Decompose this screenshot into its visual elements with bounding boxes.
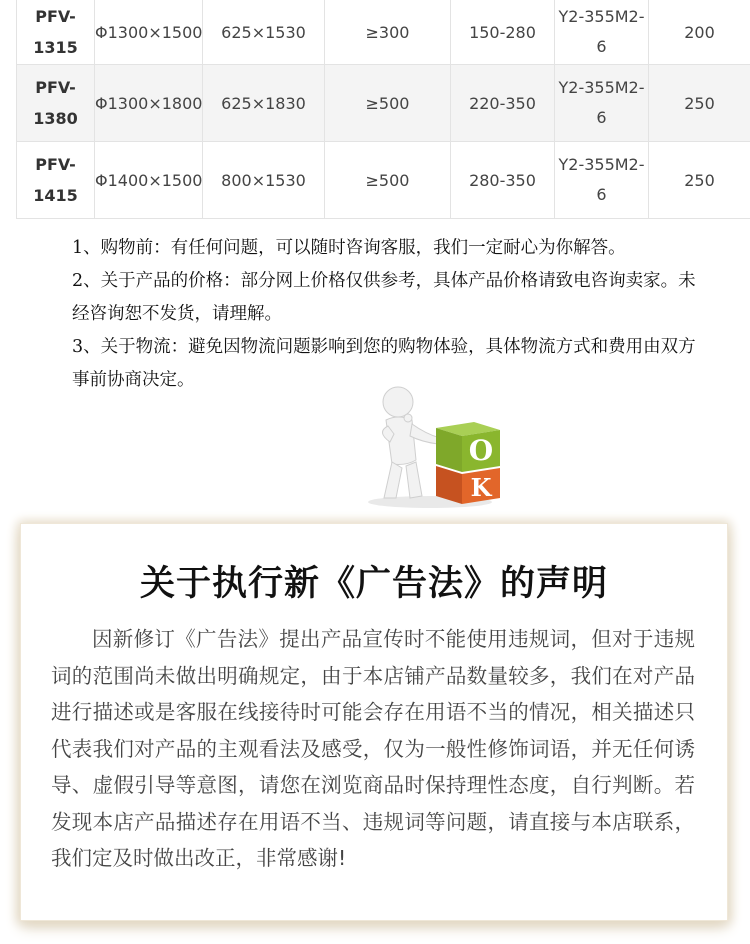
table-cell-motor: Y2-355M2-6 <box>555 142 649 219</box>
table-row <box>17 142 750 219</box>
table-cell-inlet: 625×1530 <box>203 0 325 65</box>
statement-body <box>51 621 695 877</box>
table-cell-motor: Y2-355M2-6 <box>555 65 649 142</box>
table-cell-inlet: 625×1830 <box>203 65 325 142</box>
table-cell-model: PFV-1315 <box>17 0 95 65</box>
table-cell-power: 250 <box>649 142 750 219</box>
table-cell-feed: ≥500 <box>325 142 451 219</box>
note-logistics: 3、关于物流：避免因物流问题影响到您的购物体验，具体物流方式和费用由双方事前协商决定。 <box>72 337 696 390</box>
block-o <box>436 422 500 472</box>
table-cell-capacity: 280-350 <box>451 142 555 219</box>
statement-title: 关于执行新《广告法》的声明 <box>139 564 608 604</box>
table-cell-rotor: Φ1300×1500 <box>95 0 203 65</box>
table-row <box>17 65 750 142</box>
table-cell-capacity: 220-350 <box>451 65 555 142</box>
note-pre-purchase: 1、购物前：有任何问题，可以随时咨询客服，我们一定耐心为你解答。 <box>72 238 626 258</box>
note-price: 2、关于产品的价格：部分网上价格仅供参考，具体产品价格请致电咨询卖家。未经咨询恕不发货，请理解。 <box>72 271 696 324</box>
table-cell-rotor: Φ1400×1500 <box>95 142 203 219</box>
table-row <box>17 0 750 65</box>
table-cell-rotor: Φ1300×1800 <box>95 65 203 142</box>
block-k <box>436 466 500 504</box>
table-cell-inlet: 800×1530 <box>203 142 325 219</box>
statement-paragraph: 因新修订《广告法》提出产品宣传时不能使用违规词，但对于违规词的范围尚未做出明确规定，由于本店铺产品数量较多，我们在对产品进行描述或是客服在线接待时可能会存在用语不当的情况，相关描述只代表我们对产品的主观看法及感受，仅为一般性修饰词语，并无任何诱导、虚假引导等意图，请您在浏览商品时保持理性态度，自行判断。若发现本店产品描述存在用语不当、违规词等问题，请直接与本店联系，我们定及时做出改正，非常感谢! <box>51 627 695 870</box>
table-cell-motor: Y2-355M2-6 <box>555 0 649 65</box>
block-o-letter: O <box>468 434 494 467</box>
table-cell-model: PFV-1415 <box>17 142 95 219</box>
table-cell-power: 250 <box>649 65 750 142</box>
ad-law-statement-card <box>21 524 727 920</box>
table-cell-capacity: 150-280 <box>451 0 555 65</box>
person-figure <box>382 387 440 498</box>
table-cell-model: PFV-1380 <box>17 65 95 142</box>
table-cell-feed: ≥500 <box>325 65 451 142</box>
table-cell-power: 200 <box>649 0 750 65</box>
ok-figure-illustration <box>350 380 510 510</box>
spec-table <box>16 0 750 219</box>
shopping-notes <box>72 232 712 397</box>
table-cell-feed: ≥300 <box>325 0 451 65</box>
block-k-letter: K <box>470 473 492 502</box>
